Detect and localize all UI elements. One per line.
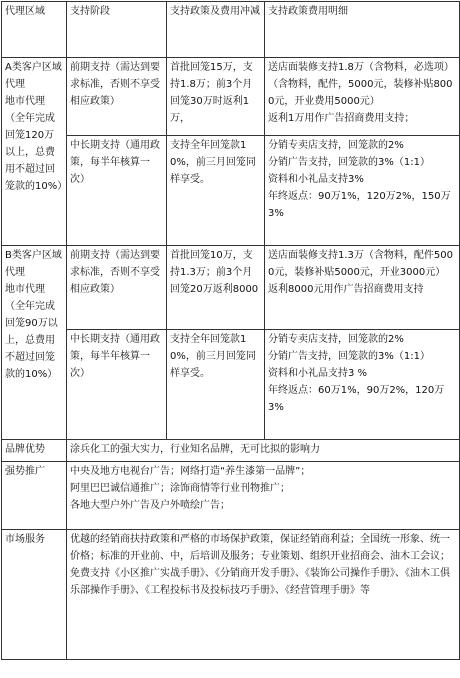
region-b-condition: （全年完成回笼90万以上，总费用不超过回笼款的10%）: [5, 301, 58, 380]
region-a-subtitle: 地市代理: [5, 96, 45, 107]
brand-text: 涂兵化工的强大实力，行业知名品牌，无可比拟的影响力: [67, 440, 460, 462]
detail-line: 年终返点：90万1%，120万2%，150万3%: [268, 191, 451, 219]
service-line: 免费支持《小区推广实战手册》、《分销商开发手册》、《装饰公司操作手册》、《油木工俱乐部操作手册》、《工程投标书及投标技巧手册》、《经营管理手册》等: [70, 568, 450, 596]
stage-cell: 中长期支持（通用政策，每半年核算一次）: [67, 330, 167, 440]
details-cell: [265, 330, 460, 440]
promotion-line: 中央及地方电视台广告；网络打造“养生漆第一品牌”；: [70, 466, 311, 477]
detail-line: 送店面装修支持1.8万（含物料，必选项）（含物料，配件，5000元，装修补贴8000元，开业费用5000元）: [268, 62, 454, 107]
detail-line: 分销专卖店支持，回笼款的2%: [268, 334, 404, 345]
header-cell-stage: 支持阶段: [67, 2, 167, 58]
region-b-subtitle: 地市代理: [5, 284, 45, 295]
details-cell: [265, 58, 460, 136]
table-row: [2, 136, 460, 246]
detail-line: 返利1万用作广告招商费用支持；: [268, 113, 415, 124]
promotion-row: [2, 462, 460, 530]
header-row: [2, 2, 460, 58]
table-row: [2, 246, 460, 330]
service-line: 优越的经销商扶持政策和严格的市场保护政策，保证经销商利益；全国统一形象、统一价格；标准的开业前、中，后培训及服务；专业策划、组织开业招商会、油木工会议；: [70, 534, 450, 562]
detail-line: 分销广告支持，回笼款的3%（1:1）: [268, 351, 430, 362]
detail-line: 送店面装修支持1.3万（含物料，配件5000元，装修补贴5000元，开业3000元）: [268, 250, 453, 278]
detail-line: 资料和小礼品支持3%: [268, 174, 364, 185]
promotion-line: 各地大型户外广告及户外喷绘广告；: [70, 500, 230, 511]
region-b-title: B类客户区域代理: [5, 250, 62, 278]
brand-row: [2, 440, 460, 462]
service-row: [2, 530, 460, 660]
detail-line: 分销广告支持，回笼款的3%（1:1）: [268, 157, 430, 168]
stage-cell: 前期支持（需达到要求标准，否则不享受相应政策）: [67, 246, 167, 330]
promotion-cell: [67, 462, 460, 530]
stage-cell: 前期支持（需达到要求标准，否则不享受相应政策）: [67, 58, 167, 136]
agent-policy-table: [1, 1, 460, 660]
header-cell-offset: 支持政策及费用冲减: [167, 2, 265, 58]
brand-label: 品牌优势: [2, 440, 67, 462]
detail-line: 资料和小礼品支持3 %: [268, 368, 368, 379]
offset-cell: 首批回笼15万，支持1.8万；前3个月回笼30万时返利1万，: [167, 58, 265, 136]
header-cell-region: 代理区域: [2, 2, 67, 58]
region-a-title: A类客户区域代理: [5, 62, 62, 90]
promotion-label: 强势推广: [2, 462, 67, 530]
region-cell-b: [2, 246, 67, 440]
detail-line: 年终返点：60万1%，90万2%，120万3%: [268, 385, 445, 413]
service-cell: [67, 530, 460, 660]
promotion-line: 阿里巴巴诚信通推广；涂饰商情等行业刊物推广；: [70, 483, 290, 494]
region-a-condition: （全年完成回笼120万以上，总费用不超过回笼款的10%）: [5, 113, 68, 192]
service-label: 市场服务: [2, 530, 67, 660]
offset-cell: 支持全年回笼款10%，前三月回笼同样享受。: [167, 136, 265, 246]
table-row: [2, 330, 460, 440]
offset-cell: 首批回笼10万，支持1.3万；前3个月回笼20万返利8000: [167, 246, 265, 330]
stage-cell: 中长期支持（通用政策，每半年核算一次）: [67, 136, 167, 246]
details-cell: [265, 136, 460, 246]
detail-line: 分销专卖店支持，回笼款的2%: [268, 140, 404, 151]
table-row: [2, 58, 460, 136]
details-cell: [265, 246, 460, 330]
header-cell-details: 支持政策费用明细: [265, 2, 460, 58]
region-cell-a: [2, 58, 67, 246]
offset-cell: 支持全年回笼款10%，前三月回笼同样享受。: [167, 330, 265, 440]
detail-line: 返利8000元用作广告招商费用支持: [268, 284, 424, 295]
